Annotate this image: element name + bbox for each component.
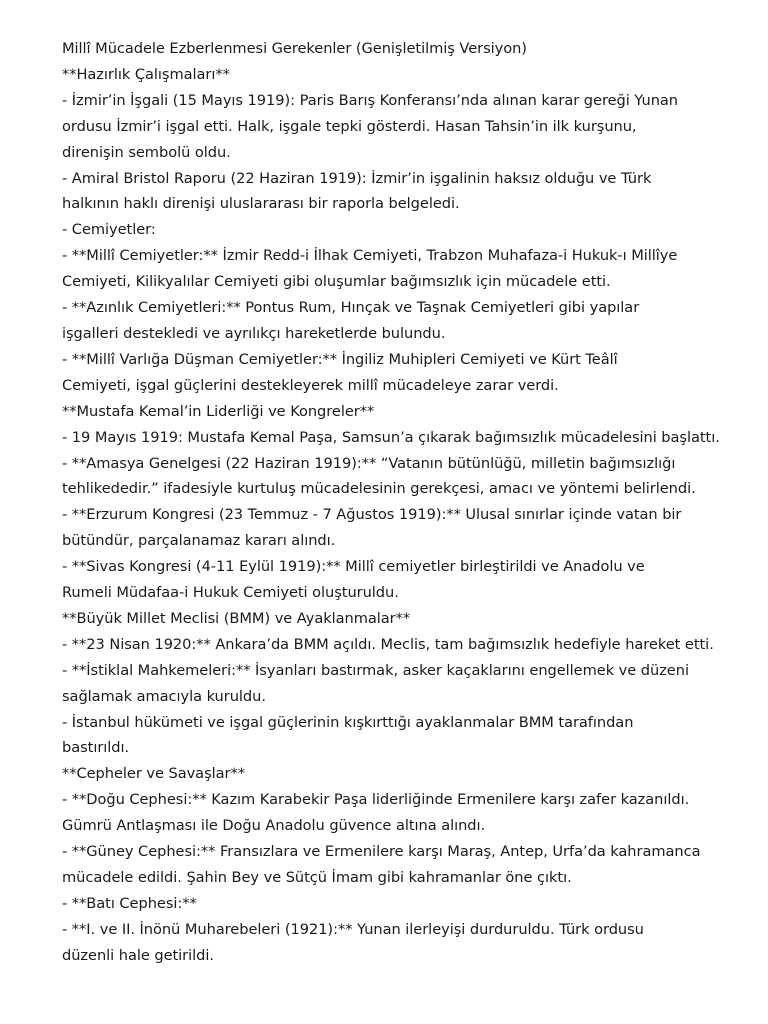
document-body — [62, 36, 762, 969]
section-heading-leadership: **Mustafa Kemal’in Liderliği ve Kongreler** — [62, 402, 375, 420]
section-heading-assembly: **Büyük Millet Meclisi (BMM) ve Ayaklanmalar** — [62, 609, 411, 627]
text-line: işgalleri destekledi ve ayrılıkçı hareketlerde bulundu. — [62, 324, 446, 342]
text-line: - 19 Mayıs 1919: Mustafa Kemal Paşa, Samsun’a çıkarak bağımsızlık mücadelesini başlattı. — [62, 428, 720, 446]
text-line: Gümrü Antlaşması ile Doğu Anadolu güvence altına alındı. — [62, 817, 486, 835]
text-line: - **İstiklal Mahkemeleri:** İsyanları bastırmak, asker kaçaklarını engellemek ve düzeni — [62, 661, 689, 679]
text-line: bastırıldı. — [62, 739, 130, 757]
text-line: - **23 Nisan 1920:** Ankara’da BMM açıldı. Meclis, tam bağımsızlık hedefiyle hareket etti. — [62, 635, 714, 653]
document-title: Millî Mücadele Ezberlenmesi Gerekenler (Genişletilmiş Versiyon) — [62, 40, 527, 57]
text-line: düzenli hale getirildi. — [62, 946, 214, 964]
text-line: - İstanbul hükümeti ve işgal güçlerinin kışkırttığı ayaklanmalar BMM tarafından — [62, 713, 634, 731]
text-line: Cemiyeti, işgal güçlerini destekleyerek millî mücadeleye zarar verdi. — [62, 376, 559, 394]
text-line: tehlikededir.” ifadesiyle kurtuluş mücadelesinin gerekçesi, amacı ve yöntemi belirlendi. — [62, 480, 696, 498]
text-line: Rumeli Müdafaa-i Hukuk Cemiyeti oluşturuldu. — [62, 584, 399, 602]
text-line: ordusu İzmir’i işgal etti. Halk, işgale tepki gösterdi. Hasan Tahsin’in ilk kurşunu, — [62, 117, 637, 135]
text-line: - **Güney Cephesi:** Fransızlara ve Ermenilere karşı Maraş, Antep, Urfa’da kahramanca — [62, 843, 701, 861]
text-line: sağlamak amacıyla kuruldu. — [62, 687, 266, 705]
text-line: Cemiyeti, Kilikyalılar Cemiyeti gibi oluşumlar bağımsızlık için mücadele etti. — [62, 273, 611, 291]
text-line: bütündür, parçalanamaz kararı alındı. — [62, 532, 336, 550]
text-line: direnişin sembolü oldu. — [62, 143, 231, 161]
text-line: - **Millî Varlığa Düşman Cemiyetler:** İngiliz Muhipleri Cemiyeti ve Kürt Teâlî — [62, 350, 618, 368]
text-line: - İzmir’in İşgali (15 Mayıs 1919): Paris Barış Konferansı’nda alınan karar gereği Yunan — [62, 91, 678, 109]
text-line: - **Millî Cemiyetler:** İzmir Redd-i İlhak Cemiyeti, Trabzon Muhafaza-i Hukuk-ı Millîye — [62, 247, 678, 265]
text-line: mücadele edildi. Şahin Bey ve Sütçü İmam gibi kahramanlar öne çıktı. — [62, 869, 572, 886]
text-line: - **Sivas Kongresi (4-11 Eylül 1919):** Millî cemiyetler birleştirildi ve Anadolu ve — [62, 558, 645, 576]
text-line: - **Amasya Genelgesi (22 Haziran 1919):** “Vatanın bütünlüğü, milletin bağımsızlığı — [62, 454, 676, 472]
text-line: halkının haklı direnişi uluslararası bir raporla belgeledi. — [62, 195, 460, 213]
text-line: - Amiral Bristol Raporu (22 Haziran 1919): İzmir’in işgalinin haksız olduğu ve Türk — [62, 169, 652, 187]
section-heading-preparation: **Hazırlık Çalışmaları** — [62, 65, 230, 83]
text-line: - **Doğu Cephesi:** Kazım Karabekir Paşa liderliğinde Ermenilere karşı zafer kazanıldı. — [62, 791, 690, 809]
section-heading-fronts: **Cepheler ve Savaşlar** — [62, 765, 245, 783]
text-line: - **I. ve II. İnönü Muharebeleri (1921):** Yunan ilerleyişi durduruldu. Türk ordusu — [62, 920, 644, 938]
text-line: - **Azınlık Cemiyetleri:** Pontus Rum, Hınçak ve Taşnak Cemiyetleri gibi yapılar — [62, 299, 640, 317]
text-line: - Cemiyetler: — [62, 221, 156, 239]
text-line: - **Erzurum Kongresi (23 Temmuz - 7 Ağustos 1919):** Ulusal sınırlar içinde vatan bir — [62, 506, 682, 524]
text-line: - **Batı Cephesi:** — [62, 894, 197, 912]
